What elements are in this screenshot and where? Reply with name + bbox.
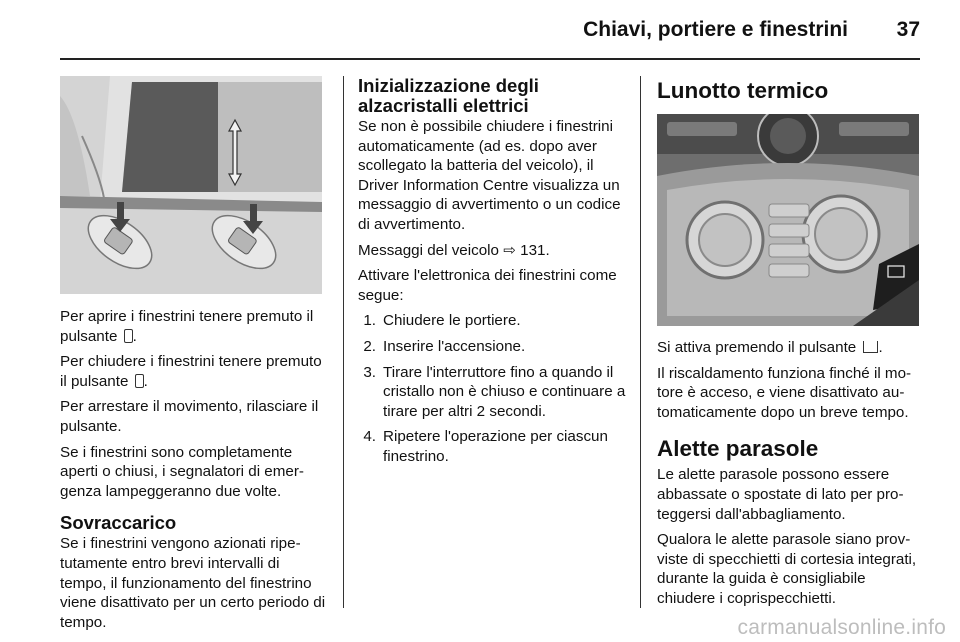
heading-lunotto-termico: Lunotto termico bbox=[657, 78, 829, 103]
window-switch-close-icon bbox=[135, 374, 144, 388]
climate-control-panel-illustration bbox=[657, 114, 919, 326]
paragraph: Si attiva premendo il pulsante . bbox=[657, 339, 883, 356]
rear-window-heater-icon bbox=[863, 341, 878, 353]
list-item: 4. Ripetere l'operazione per ciascun finestrino. bbox=[363, 428, 608, 465]
paragraph: Se non è possibile chiudere i finestrini automaticamente (ad es. dopo aver scollegato la batteria del veicolo), il Driver Information Centre visualizza un messaggio di avvertimento o un codice di avvertimento. bbox=[358, 118, 621, 233]
page-header-title: Chiavi, portiere e finestrini bbox=[583, 18, 848, 41]
list-item: 1. Chiudere le portiere. bbox=[363, 312, 521, 330]
column-2 bbox=[358, 76, 628, 473]
paragraph: Per arrestare il movimento, rilasciare il pulsante. bbox=[60, 398, 319, 435]
list-item: 3. Tirare l'interruttore fino a quando il cristallo non è chiuso e continuare a tirare per altri 2 secondi. bbox=[363, 363, 626, 420]
paragraph: Le alette parasole possono essere abbassate o spostate di lato per proteggersi dall'abbagliamento. bbox=[657, 466, 904, 523]
heading-sovraccarico: Sovraccarico bbox=[60, 512, 177, 534]
page-reference: ⇨ 131. bbox=[503, 241, 550, 259]
list-item: 2. Inserire l'accensione. bbox=[363, 337, 526, 355]
paragraph: Attivare l'elettronica dei finestrini come segue: bbox=[358, 267, 617, 304]
column-3 bbox=[657, 78, 923, 615]
column-divider-2 bbox=[640, 76, 641, 608]
heading-alette-parasole: Alette parasole bbox=[657, 436, 819, 462]
column-divider-1 bbox=[343, 76, 344, 608]
page-number: 37 bbox=[896, 18, 920, 41]
window-switch-illustration bbox=[60, 76, 322, 294]
paragraph: Messaggi del veicolo ⇨ 131. bbox=[358, 241, 550, 259]
column-1 bbox=[60, 70, 328, 638]
heading-inizializzazione: Inizializzazione degli alzacristalli elettrici bbox=[358, 75, 539, 116]
steps-list bbox=[358, 311, 628, 466]
paragraph: Per aprire i finestrini tenere premuto il pulsante . bbox=[60, 308, 314, 345]
watermark: carmanualsonline.info bbox=[737, 616, 946, 639]
paragraph: Qualora le alette parasole siano provviste di specchietti di cortesia integrati, durante la guida è consigliabile chiudere i coprispecchietti. bbox=[657, 531, 917, 607]
paragraph: Per chiudere i finestrini tenere premuto il pulsante . bbox=[60, 353, 322, 390]
paragraph: Se i finestrini sono completamente aperti o chiusi, i segnalatori di emergenza lampeggeranno due volte. bbox=[60, 443, 304, 500]
window-switch-open-icon bbox=[124, 329, 133, 343]
header-rule bbox=[60, 58, 920, 60]
paragraph: Se i finestrini vengono azionati ripetutamente entro brevi intervalli di tempo, il funzionamento del finestrino viene disattivato per un certo periodo di tempo. bbox=[60, 535, 326, 631]
paragraph: Il riscaldamento funziona finché il motore è acceso, e viene disattivato automaticamente dopo un breve tempo. bbox=[657, 364, 912, 421]
